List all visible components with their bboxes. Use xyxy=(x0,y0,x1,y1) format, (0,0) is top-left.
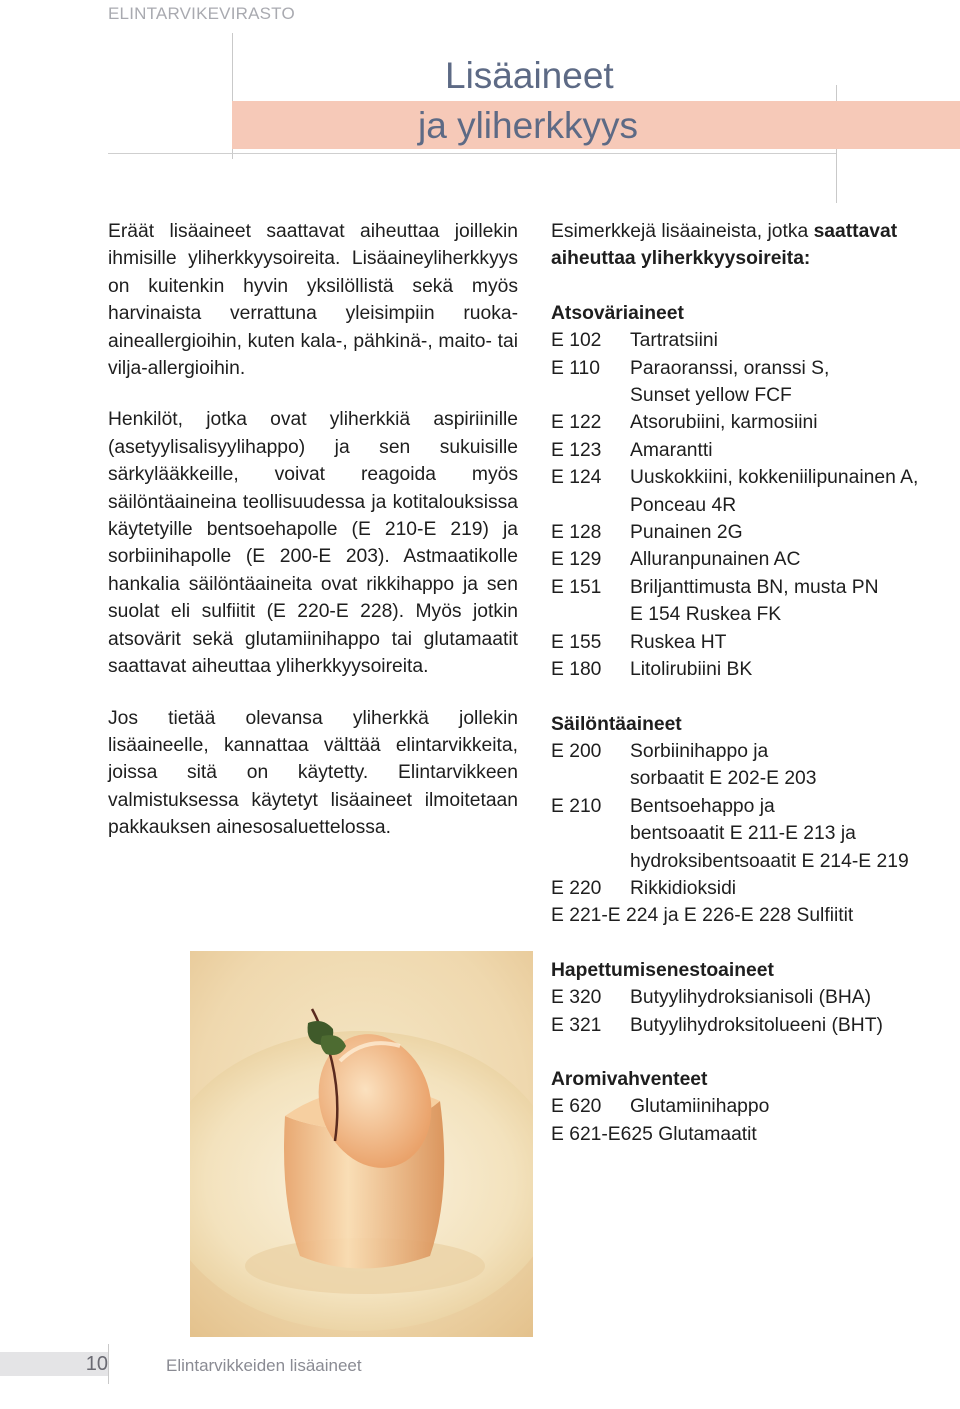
e-code: E 210 xyxy=(551,795,602,817)
additive-row xyxy=(551,629,960,656)
additive-row xyxy=(551,546,960,573)
examples-intro-normal: Esimerkkejä lisäaineista, jotka xyxy=(551,221,814,242)
e-code: E 155 xyxy=(551,631,602,653)
additive-row xyxy=(551,464,960,491)
e-code: E 620 xyxy=(551,1096,602,1118)
group-title: Hapettumisenestoaineet xyxy=(551,959,774,981)
e-code: E 128 xyxy=(551,522,602,544)
e-code: E 220 xyxy=(551,877,602,899)
e-code: E 122 xyxy=(551,412,602,434)
footer-divider xyxy=(108,1344,109,1384)
e-code: E 180 xyxy=(551,659,602,681)
additive-name: Punainen 2G xyxy=(630,522,743,544)
additive-row xyxy=(551,875,960,902)
e-code: E 102 xyxy=(551,330,602,352)
e-code: E 321 xyxy=(551,1014,602,1036)
additive-name: Rikkidioksidi xyxy=(630,877,737,899)
additive-name: Alluranpunainen AC xyxy=(630,549,801,571)
additive-row xyxy=(551,738,960,765)
additive-row xyxy=(551,519,960,546)
additive-name: Amarantti xyxy=(630,439,713,461)
additive-name-continuation: Ponceau 4R xyxy=(630,494,737,516)
e-code: E 124 xyxy=(551,467,602,489)
additive-group xyxy=(551,957,960,1039)
additive-row xyxy=(551,327,960,354)
additive-row xyxy=(551,1012,960,1039)
additive-groups xyxy=(551,300,960,1148)
right-column xyxy=(551,218,960,1175)
additive-name: Glutamiinihappo xyxy=(630,1096,770,1118)
additive-row xyxy=(551,984,960,1011)
dessert-photo xyxy=(190,951,533,1337)
group-title: Atsoväriaineet xyxy=(551,302,684,324)
additive-name: Butyylihydroksianisoli (BHA) xyxy=(630,987,872,1009)
e-code: E 129 xyxy=(551,549,602,571)
additive-name: Tartratsiini xyxy=(630,330,718,352)
additive-row xyxy=(551,437,960,464)
additive-row xyxy=(551,355,960,382)
left-column xyxy=(108,218,518,866)
additive-group xyxy=(551,300,960,684)
additive-name: Butyylihydroksitolueeni (BHT) xyxy=(630,1014,883,1036)
title-divider-horizontal xyxy=(108,153,836,154)
footer-title: Elintarvikkeiden lisäaineet xyxy=(166,1356,362,1375)
paragraph-aspirin: Henkilöt, jotka ovat yliherkkiä aspiriinille (asetyylisalisyylihappo) ja sen sukuisille särkylääkkeille, voivat reagoida myös säilöntäaineina teollisuudessa ja kotitalouksissa käytetyille bentsoehapolle (E 210-E 219) ja sorbiinihapolle (E 200-E 203). Astmaatikolle hankalia säilöntäaineita ovat rikkihappo ja sen suolat eli sulfiitit (E 220-E 228). Myös jotkin atsovärit sekä glutamiinihappo tai glutamaatit saattavat aiheuttaa yliherkkyysoireita. xyxy=(108,409,518,678)
group-title: Säilöntäaineet xyxy=(551,713,682,735)
additive-name-continuation: sorbaatit E 202-E 203 xyxy=(630,768,817,790)
additive-row xyxy=(551,1121,960,1148)
paragraph-intro: Eräät lisäaineet saattavat aiheuttaa joillekin ihmisille yliherkkyysoireita. Lisäaineyliherkkyys on kuitenkin hyvin yksilöllistä sekä myös harvinaista verrattuna yleisimpiin ruoka-aineallergioihin, kuten kala-, pähkinä-, maito- tai vilja-allergioihin. xyxy=(108,221,518,380)
additive-name: Bentsoehappo ja xyxy=(630,795,775,817)
additive-name: Atsorubiini, karmosiini xyxy=(630,412,818,434)
additive-name: Briljanttimusta BN, musta PN xyxy=(630,576,879,598)
e-code: E 151 xyxy=(551,576,602,598)
additive-name: Paraoranssi, oranssi S, xyxy=(630,357,830,379)
additive-row xyxy=(551,656,960,683)
e-code: E 123 xyxy=(551,439,602,461)
additive-group xyxy=(551,1066,960,1148)
additive-name-continuation: hydroksibentsoaatit E 214-E 219 xyxy=(630,850,909,872)
organization-name: ELINTARVIKEVIRASTO xyxy=(108,4,295,23)
page-number: 10 xyxy=(85,1353,108,1375)
page-title-line1: Lisäaineet xyxy=(445,55,614,96)
additive-name: Uuskokkiini, kokkeniilipunainen A, xyxy=(630,467,919,489)
additive-name-continuation: Sunset yellow FCF xyxy=(630,385,792,407)
additive-row xyxy=(551,409,960,436)
paragraph-avoidance: Jos tietää olevansa yliherkkä jollekin lisäaineelle, kannattaa välttää elintarvikkeita, joissa sitä on käytetty. Elintarvikkeen valmistuksessa käytetyt lisäaineet ilmoitetaan pakkauksen ainesosaluettelossa. xyxy=(108,707,518,839)
additive-name: Litolirubiini BK xyxy=(630,659,753,681)
additive-name-continuation: bentsoaatit E 211-E 213 ja xyxy=(630,823,856,845)
additive-group xyxy=(551,711,960,930)
additive-name: Sorbiinihappo ja xyxy=(630,740,769,762)
additive-row xyxy=(551,902,960,929)
additive-row xyxy=(551,574,960,601)
additive-row-text: E 221-E 224 ja E 226-E 228 Sulfiitit xyxy=(551,905,854,927)
additive-row xyxy=(551,1093,960,1120)
e-code: E 200 xyxy=(551,740,602,762)
page-title-line2: ja yliherkkyys xyxy=(418,105,638,146)
additive-name: Ruskea HT xyxy=(630,631,727,653)
examples-intro xyxy=(551,218,960,273)
additive-name-continuation: E 154 Ruskea FK xyxy=(630,604,782,626)
e-code: E 110 xyxy=(551,357,600,379)
additive-row-text: E 621-E625 Glutamaatit xyxy=(551,1123,757,1145)
examples-intro-bold: saattavat aiheuttaa yliherkkyysoireita: xyxy=(551,221,898,270)
additive-row xyxy=(551,793,960,820)
group-title: Aromivahventeet xyxy=(551,1068,708,1090)
e-code: E 320 xyxy=(551,987,602,1009)
